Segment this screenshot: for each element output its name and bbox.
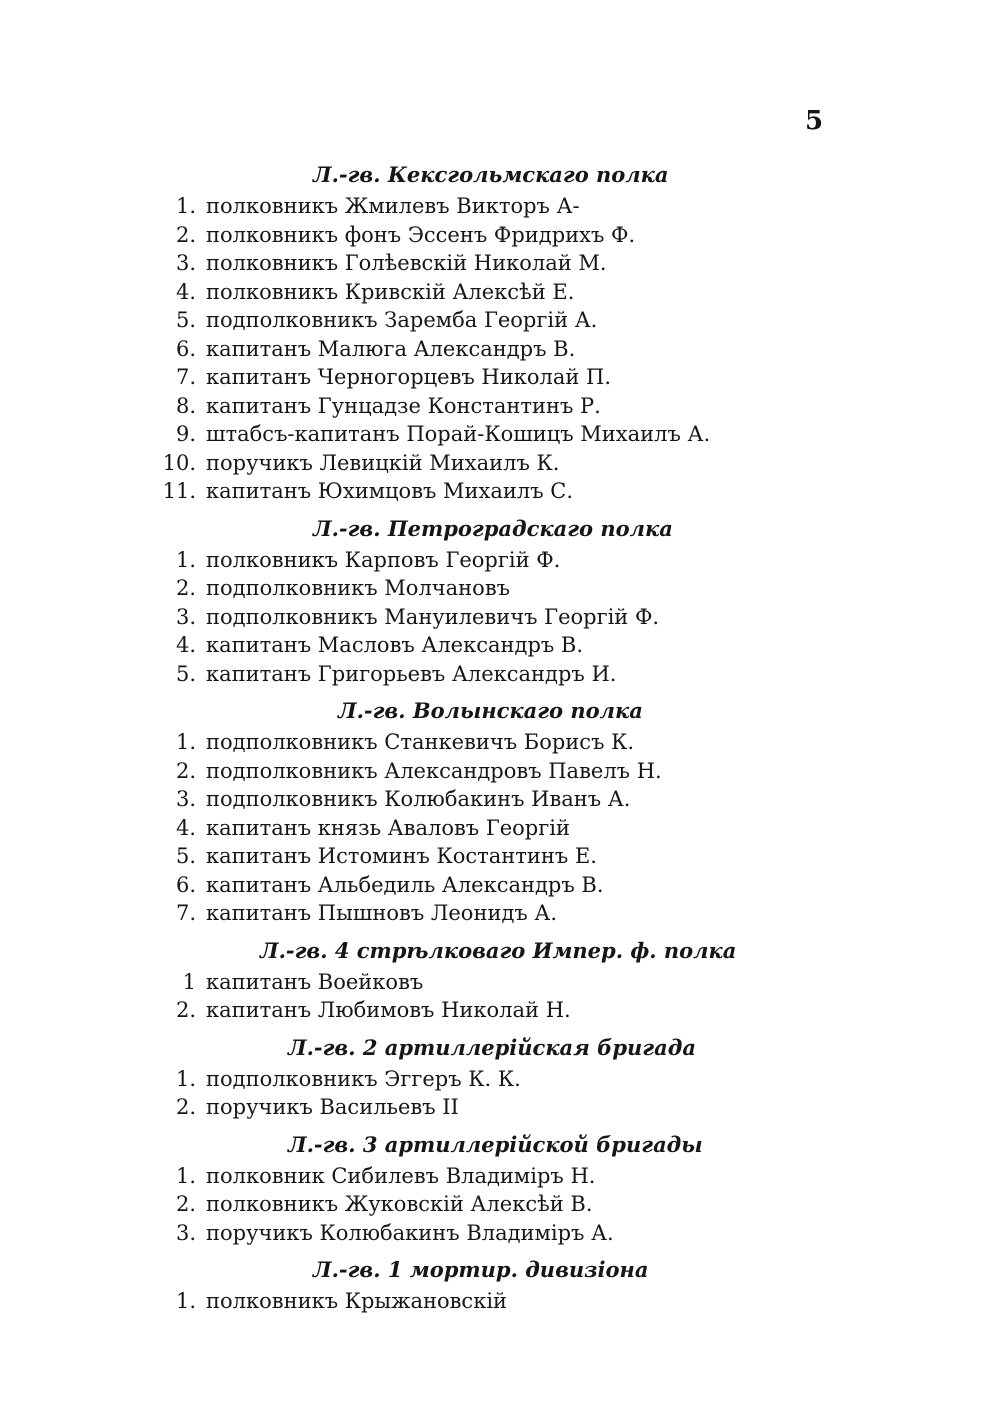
entry-text: полковникъ фонъ Эссенъ Фридрихъ Ф. xyxy=(206,222,636,247)
entry-number: 8. xyxy=(175,393,196,418)
section-volyn xyxy=(160,696,760,928)
entry-number: 6. xyxy=(175,872,196,897)
list-item xyxy=(160,968,760,997)
entry-text: полковник Сибилевъ Владиміръ Н. xyxy=(206,1163,596,1188)
list-item xyxy=(160,221,760,250)
list-item xyxy=(160,757,760,786)
entry-number: 5. xyxy=(175,661,196,686)
entry-text: подполковникъ Заремба Георгій А. xyxy=(206,308,598,332)
entry-text: штабсъ-капитанъ Порай-Кошицъ Михаилъ А. xyxy=(206,422,711,446)
entry-text: капитанъ Юхимцовъ Михаилъ С. xyxy=(206,479,574,503)
section-petrograd xyxy=(160,514,760,689)
list-item xyxy=(160,1065,760,1094)
entry-text: капитанъ князь Аваловъ Георгій xyxy=(206,815,570,840)
list-item xyxy=(160,574,760,603)
list-item xyxy=(160,278,760,307)
entry-number: 6. xyxy=(175,336,196,361)
entry-text: капитанъ Пышновъ Леонидъ А. xyxy=(206,901,557,925)
list-item xyxy=(160,249,760,278)
entry-number: 3. xyxy=(175,1220,196,1245)
entry-number: 3. xyxy=(175,604,196,629)
entry-number: 4. xyxy=(175,815,196,840)
entry-number: 1. xyxy=(175,730,196,754)
list-item xyxy=(160,660,760,689)
entry-text: поручикъ Васильевъ II xyxy=(206,1095,459,1119)
list-item xyxy=(160,363,760,392)
list-item xyxy=(160,392,760,421)
list-item xyxy=(160,631,760,660)
entry-number: 7. xyxy=(175,901,196,925)
entry-number: 9. xyxy=(175,422,196,446)
section-kexholm xyxy=(160,160,760,506)
list-item xyxy=(160,546,760,575)
list-item xyxy=(160,1162,760,1191)
list-item xyxy=(160,192,760,221)
entry-number: 11. xyxy=(162,479,196,503)
list-item xyxy=(160,996,760,1025)
entry-text: подполковникъ Колюбакинъ Иванъ А. xyxy=(206,787,631,811)
entry-text: подполковникъ Александровъ Павелъ Н. xyxy=(206,758,662,783)
entry-text: полковникъ Голѣевскій Николай М. xyxy=(206,251,607,275)
entry-number: 1. xyxy=(175,1289,196,1313)
section-1st-mortar xyxy=(160,1255,760,1316)
section-title: Л.-гв. 2 артиллерійская бригада xyxy=(288,1034,696,1060)
entry-text: подполковникъ Станкевичъ Борисъ К. xyxy=(206,730,635,754)
section-title: Л.-гв. Кексгольмскаго полка xyxy=(313,162,669,187)
entry-number: 5. xyxy=(175,844,196,868)
list-item xyxy=(160,814,760,843)
list-item xyxy=(160,306,760,335)
section-4th-rifle xyxy=(160,936,760,1025)
entry-text: полковникъ Кривскій Алексѣй Е. xyxy=(206,279,575,304)
entry-text: капитанъ Черногорцевъ Николай П. xyxy=(206,365,612,389)
entry-text: капитанъ Воейковъ xyxy=(206,969,424,994)
entry-number: 5. xyxy=(175,308,196,332)
entry-text: капитанъ Малюга Александръ В. xyxy=(206,336,576,361)
page-number: 5 xyxy=(805,106,824,136)
entry-text: полковникъ Карповъ Георгій Ф. xyxy=(206,547,561,572)
entry-number: 4. xyxy=(175,279,196,304)
entry-text: капитанъ Гунцадзе Константинъ Р. xyxy=(206,393,601,418)
entry-number: 2. xyxy=(175,222,196,247)
entry-text: полковникъ Жуковскій Алексѣй В. xyxy=(206,1192,593,1216)
entry-text: подполковникъ Эггеръ К. К. xyxy=(206,1066,521,1091)
entry-text: капитанъ Масловъ Александръ В. xyxy=(206,633,584,657)
entry-number: 7. xyxy=(175,365,196,389)
list-item xyxy=(160,785,760,814)
section-title: Л.-гв. 1 мортир. дивизіона xyxy=(313,1257,649,1282)
entry-number: 1. xyxy=(175,1163,196,1188)
entry-text: капитанъ Григорьевъ Александръ И. xyxy=(206,661,617,686)
entry-number: 1. xyxy=(175,547,196,572)
list-item xyxy=(160,449,760,478)
entry-number: 4. xyxy=(175,633,196,657)
entry-text: поручикъ Левицкій Михаилъ К. xyxy=(206,450,560,475)
section-title: Л.-гв. Волынскаго полка xyxy=(338,698,643,723)
list-item xyxy=(160,1219,760,1248)
officer-list xyxy=(160,160,760,1316)
list-item xyxy=(160,1287,760,1316)
entry-number: 2. xyxy=(175,758,196,783)
entry-text: полковникъ Крыжановскій xyxy=(206,1289,508,1313)
list-item xyxy=(160,603,760,632)
entry-number: 3. xyxy=(175,787,196,811)
section-2nd-artillery xyxy=(160,1033,760,1122)
entry-text: полковникъ Жмилевъ Викторъ А- xyxy=(206,194,580,218)
entry-number: 1 xyxy=(182,969,196,994)
entry-text: подполковникъ Мануилевичъ Георгій Ф. xyxy=(206,604,660,629)
entry-number: 3. xyxy=(175,251,196,275)
section-title: Л.-гв. 4 стрѣлковаго Импер. ф. полка xyxy=(260,937,737,963)
entry-number: 2. xyxy=(175,998,196,1022)
list-item xyxy=(160,871,760,900)
list-item xyxy=(160,899,760,928)
entry-text: капитанъ Любимовъ Николай Н. xyxy=(206,998,571,1022)
list-item xyxy=(160,420,760,449)
entry-number: 2. xyxy=(175,576,196,600)
list-item xyxy=(160,1093,760,1122)
section-3rd-artillery xyxy=(160,1130,760,1248)
list-item xyxy=(160,1190,760,1219)
entry-number: 2. xyxy=(175,1095,196,1119)
section-title: Л.-гв. Петроградскаго полка xyxy=(313,515,673,541)
entry-number: 1. xyxy=(175,1066,196,1091)
section-title: Л.-гв. 3 артиллерійской бригады xyxy=(288,1131,703,1157)
entry-text: поручикъ Колюбакинъ Владиміръ А. xyxy=(206,1220,614,1245)
list-item xyxy=(160,842,760,871)
list-item xyxy=(160,477,760,506)
entry-text: подполковникъ Молчановъ xyxy=(206,576,511,600)
list-item xyxy=(160,335,760,364)
entry-text: капитанъ Истоминъ Костантинъ Е. xyxy=(206,844,597,868)
entry-text: капитанъ Альбедиль Александръ В. xyxy=(206,872,604,897)
entry-number: 1. xyxy=(175,194,196,218)
list-item xyxy=(160,728,760,757)
entry-number: 10. xyxy=(162,450,196,475)
entry-number: 2. xyxy=(175,1192,196,1216)
